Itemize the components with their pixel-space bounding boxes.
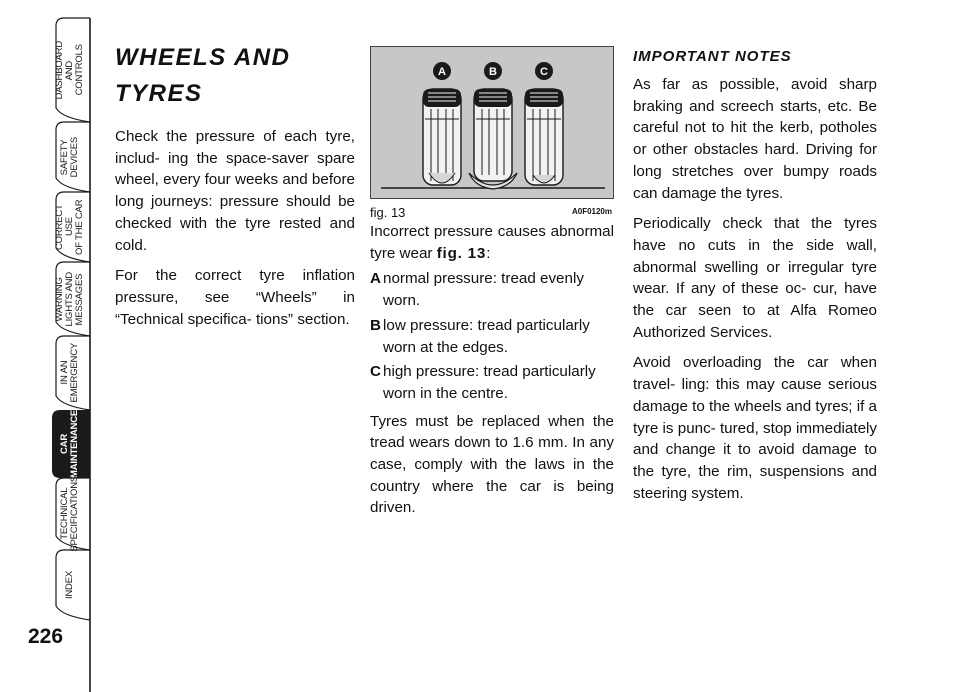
- figure-reference: fig. 13: [436, 244, 487, 262]
- tab-label: IN AN EMERGENCY: [59, 343, 80, 403]
- figure-caption: [370, 199, 614, 221]
- paragraph-avoid-overloading: Avoid overloading the car when travel- ling: this may cause serious damage to the wheels and tyres; if a tyre is punc- tured, stop immediately and change it to avoid damage to the tyre, the rim, suspensions and steering system.: [633, 354, 877, 502]
- figure-label-c: C: [540, 66, 548, 78]
- tyre-wear-figure: [370, 46, 614, 199]
- tyre-wear-illustration: [371, 47, 615, 200]
- list-item: [370, 315, 614, 358]
- item-letter: A: [370, 270, 381, 288]
- paragraph-check-cuts: Periodically check that the tyres have no cuts in the side wall, abnormal swelling or irregular tyre wear. If any of these oc- cur, have the car seen to at Alfa Romeo Authorized Services.: [633, 215, 877, 341]
- paragraph-tread-replacement: Tyres must be replaced when the tread wears down to 1.6 mm. In any case, comply with the laws in the country where the car is being driven.: [370, 412, 614, 517]
- tyre-b-icon: [469, 89, 517, 189]
- chapter-tab-bar: [0, 0, 92, 692]
- column-important-notes: [633, 46, 877, 513]
- section-heading: WHEELS AND TYRES: [115, 44, 291, 107]
- tab-index[interactable]: [54, 554, 86, 616]
- tab-label: INDEX: [64, 570, 75, 600]
- paragraph-check-pressure: Check the pressure of each tyre, includ- ing the space-saver spare wheel, every four weeks and before long journeys: pressure should be checked with the tyre rested and cold.: [115, 128, 355, 254]
- intro-text: Incorrect pressure causes abnormal tyre wear: [370, 223, 614, 262]
- tyre-a-icon: [423, 89, 461, 185]
- paragraph-avoid-sharp-braking: As far as possible, avoid sharp braking and screech starts, etc. Be careful not to hit the kerb, potholes or other obstacles hard. Driving for long stretches over bumpy roads can damage the tyres.: [633, 76, 877, 202]
- tab-warning-lights-and-messages[interactable]: [54, 266, 86, 332]
- item-letter: B: [370, 316, 381, 334]
- tab-correct-use-of-the-car[interactable]: [54, 196, 86, 258]
- tab-safety-devices[interactable]: [54, 126, 86, 188]
- figure-label-a: A: [438, 66, 446, 78]
- item-text: low pressure: tread particularly worn at the edges.: [383, 316, 590, 356]
- tab-label: TECHNICAL SPECIFICATIONS: [59, 476, 80, 552]
- tab-label: SAFETY DEVICES: [59, 136, 80, 178]
- page-number: 226: [28, 625, 64, 648]
- tab-label: DASHBOARD AND CONTROLS: [54, 40, 85, 100]
- tab-car-maintenance[interactable]: [54, 412, 86, 476]
- intro-colon: :: [486, 244, 491, 262]
- tab-dashboard-and-controls[interactable]: [54, 22, 86, 118]
- tab-label: WARNING LIGHTS AND MESSAGES: [54, 271, 85, 327]
- paragraph-incorrect-pressure: [370, 221, 614, 264]
- paragraph-inflation-reference: For the correct tyre inflation pressure, see “Wheels” in “Technical specifica- tions” section.: [115, 267, 355, 328]
- tab-technical-specifications[interactable]: [54, 476, 86, 552]
- list-item: [370, 268, 614, 311]
- tab-in-an-emergency[interactable]: [54, 340, 86, 406]
- tab-label: CORRECT USE OF THE CAR: [54, 199, 85, 255]
- tab-label: CAR MAINTENANCE: [59, 410, 80, 478]
- tyre-c-icon: [525, 89, 563, 185]
- figure-code: A0F0120m: [571, 207, 612, 216]
- important-notes-heading: IMPORTANT NOTES: [633, 48, 792, 65]
- column-tyre-wear: [370, 46, 614, 528]
- item-letter: C: [370, 363, 381, 381]
- column-wheels-and-tyres: [115, 40, 355, 339]
- item-text: normal pressure: tread evenly worn.: [383, 270, 584, 310]
- item-text: high pressure: tread particularly worn in the centre.: [383, 363, 596, 402]
- figure-label-b: B: [489, 66, 497, 78]
- figure-number: fig. 13: [370, 205, 406, 220]
- list-item: [370, 361, 614, 404]
